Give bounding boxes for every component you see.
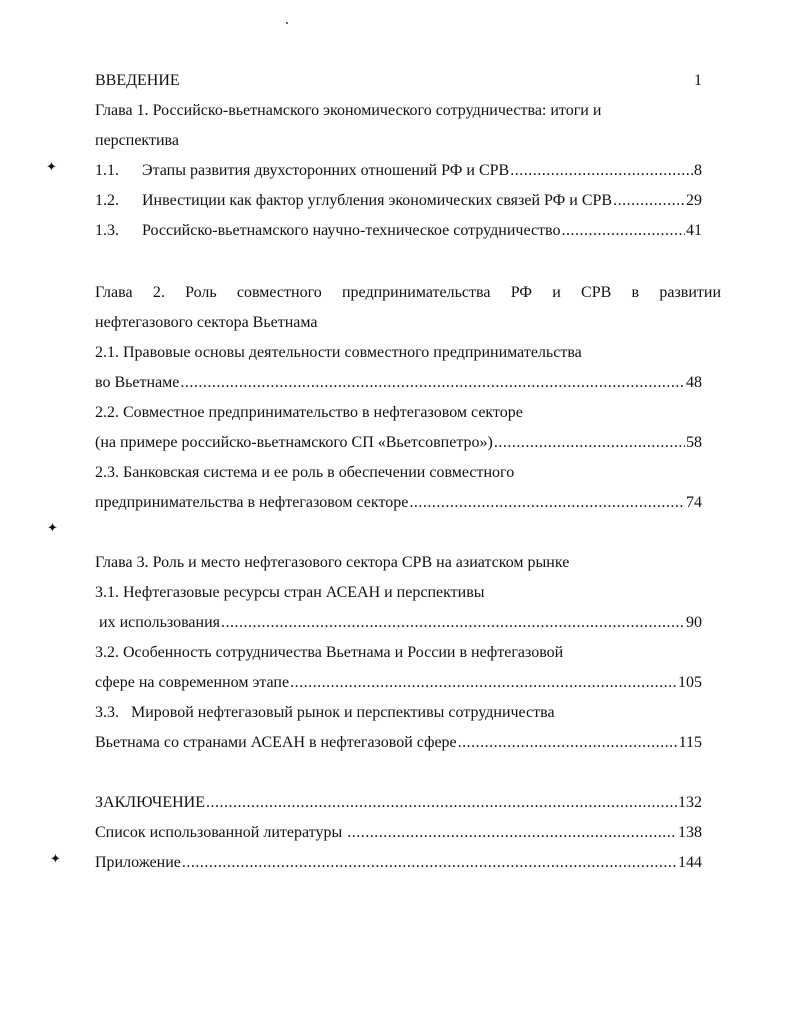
toc-entry-title: ЗАКЛЮЧЕНИЕ xyxy=(95,794,205,811)
section-page: 105 xyxy=(678,674,702,691)
scan-mark-icon: ✦ xyxy=(50,852,61,867)
chapter-3-title[interactable]: Глава 3. Роль и место нефтегазового сектора СРВ на азиатском рынке xyxy=(95,554,570,571)
section-title-cont: Вьетнама со странами АСЕАН в нефтегазовой сфере xyxy=(95,734,457,751)
section-title-cont: (на примере российско-вьетнамского СП «Вьетсовпетро») xyxy=(95,434,493,451)
section-page: 58 xyxy=(686,434,702,451)
toc-entry-1-3[interactable] xyxy=(95,216,702,246)
toc-entry-page: 144 xyxy=(678,854,702,871)
section-2-3-title[interactable]: 2.3. Банковская система и ее роль в обеспечении совместного xyxy=(95,464,515,481)
section-title: Этапы развития двухсторонних отношений РФ и СРВ xyxy=(142,162,510,179)
toc-entry-title: Список использованной литературы xyxy=(95,824,347,841)
section-3-1-title[interactable]: 3.1. Нефтегазовые ресурсы стран АСЕАН и перспективы xyxy=(95,584,485,601)
section-page: 74 xyxy=(686,494,702,511)
section-number: 1.3. xyxy=(95,222,119,239)
toc-entry-page: 132 xyxy=(678,794,702,811)
toc-entry-2-2[interactable] xyxy=(95,428,702,458)
section-title: Инвестиции как фактор углубления экономических связей РФ и СРВ xyxy=(142,192,613,209)
leader-dots xyxy=(562,216,686,246)
leader-dots xyxy=(510,156,693,186)
toc-entry-3-3[interactable] xyxy=(95,728,702,758)
toc-entry-2-3[interactable] xyxy=(95,488,702,518)
toc-entry-2-1[interactable] xyxy=(95,368,702,398)
leader-dots xyxy=(347,818,677,848)
scan-mark-icon: ✦ xyxy=(47,521,58,536)
section-title-cont: их использования xyxy=(95,614,221,631)
toc-entry-page: 1 xyxy=(694,72,702,89)
toc-entry-title: ВВЕДЕНИЕ xyxy=(95,72,180,89)
leader-dots xyxy=(221,608,685,638)
section-page: 29 xyxy=(686,192,702,209)
scan-mark-icon: ✦ xyxy=(46,160,57,175)
section-page: 48 xyxy=(686,374,702,391)
toc-entry-1-1[interactable] xyxy=(95,156,702,186)
section-number: 1.2. xyxy=(95,192,119,209)
toc-entry-title: Приложение xyxy=(95,854,181,871)
leader-dots xyxy=(458,728,678,758)
section-title-cont: во Вьетнаме xyxy=(95,374,180,391)
section-3-2-title[interactable]: 3.2. Особенность сотрудничества Вьетнама и России в нефтегазовой xyxy=(95,644,564,661)
leader-dots xyxy=(494,428,685,458)
chapter-2-title-cont: нефтегазового сектора Вьетнама xyxy=(95,314,318,331)
section-page: 90 xyxy=(686,614,702,631)
toc-entry-conclusion[interactable] xyxy=(95,788,702,818)
section-number: 1.1. xyxy=(95,162,119,179)
leader-dots xyxy=(290,668,677,698)
chapter-1-title[interactable]: Глава 1. Российско-вьетнамского экономического сотрудничества: итоги и xyxy=(95,102,602,119)
toc-entry-references[interactable] xyxy=(95,818,702,848)
section-title-cont: сфере на современном этапе xyxy=(95,674,290,691)
chapter-2-title[interactable]: Глава 2. Роль совместного предпринимательства РФ и СРВ в развитии xyxy=(95,284,721,301)
section-3-3-title[interactable]: 3.3. Мировой нефтегазовый рынок и перспективы сотрудничества xyxy=(95,704,555,721)
leader-dots xyxy=(613,186,685,216)
toc-entry-1-2[interactable] xyxy=(95,186,702,216)
section-page: 115 xyxy=(678,734,702,751)
leader-dots xyxy=(409,488,685,518)
leader-dots xyxy=(206,788,677,818)
leader-dots xyxy=(180,368,685,398)
leader-dots xyxy=(182,848,677,878)
toc-entry-intro[interactable] xyxy=(95,66,702,96)
section-page: 41 xyxy=(686,222,702,239)
chapter-1-title-cont: перспектива xyxy=(95,132,179,149)
section-title: Российско-вьетнамского научно-техническое сотрудничество xyxy=(142,222,561,239)
section-2-2-title[interactable]: 2.2. Совместное предпринимательство в нефтегазовом секторе xyxy=(95,404,523,421)
section-title-cont: предпринимательства в нефтегазовом секторе xyxy=(95,494,409,511)
toc-entry-page: 138 xyxy=(678,824,702,841)
toc-entry-appendix[interactable] xyxy=(95,848,702,878)
section-2-1-title[interactable]: 2.1. Правовые основы деятельности совместного предпринимательства xyxy=(95,344,582,361)
toc-entry-3-1[interactable] xyxy=(95,608,702,638)
scan-speck xyxy=(286,22,288,24)
section-page: 8 xyxy=(694,162,702,179)
toc-entry-3-2[interactable] xyxy=(95,668,702,698)
